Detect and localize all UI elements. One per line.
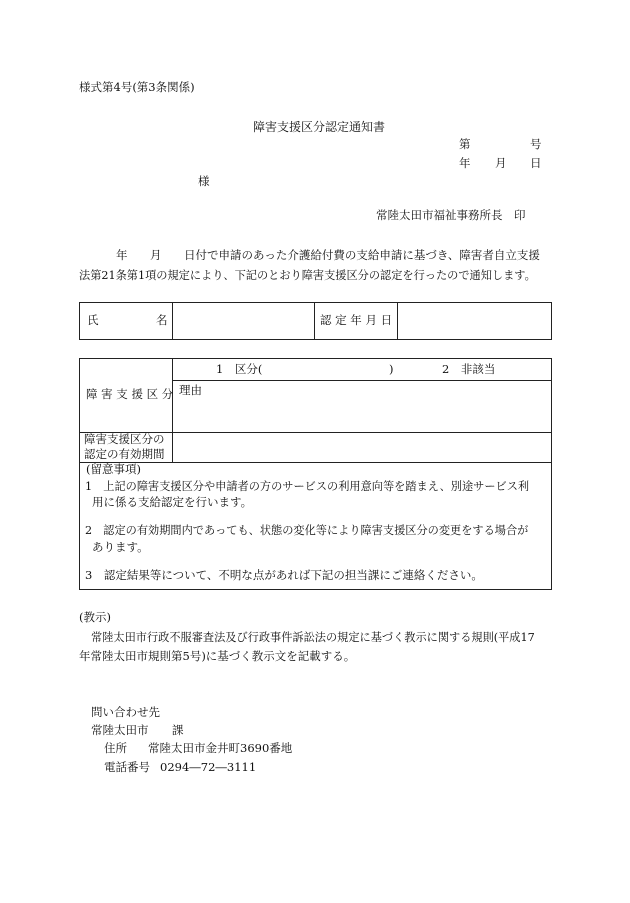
instruction-line1: 常陸太田市行政不服審査法及び行政事件訴訟法の規定に基づく教示に関する規則(平成17 (91, 631, 535, 644)
document-title: 障害支援区分認定通知書 (253, 120, 386, 134)
intro-text-line2: 法第21条第1項の規定により、下記のとおり障害支援区分の認定を行ったので通知します。 (79, 269, 536, 282)
date-day: 日 (530, 156, 542, 170)
option-not-applicable: 2 非該当 (442, 362, 496, 376)
intro-year: 年 (116, 248, 128, 262)
reason-label: 理由 (179, 383, 202, 397)
validity-label-line2: 認定の有効期間 (84, 447, 165, 461)
option-category: 1 区分( (216, 362, 263, 376)
note-3: 3 認定結果等について、不明な点があれば下記の担当課にご連絡ください。 (85, 568, 483, 582)
note-2-line2: あります。 (92, 540, 149, 554)
contact-phone-label: 電話番号 (104, 760, 150, 774)
notes-heading: (留意事項) (86, 462, 141, 476)
option-category-close: ) (389, 362, 394, 376)
intro-month: 月 (150, 248, 162, 262)
contact-heading: 問い合わせ先 (91, 705, 160, 719)
doc-number-suffix: 号 (530, 137, 542, 151)
form-number: 様式第4号(第3条関係) (79, 80, 195, 94)
date-year: 年 (459, 156, 471, 170)
note-1-line1: 1 上記の障害支援区分や申請者の方のサービスの利用意向等を踏まえ、別途サービス利 (85, 480, 530, 493)
instruction-line2: 年常陸太田市規則第5号)に基づく教示文を記載する。 (79, 649, 356, 663)
name-label: 氏 名 (87, 313, 168, 327)
note-2-line1: 2 認定の有効期間内であっても、状態の変化等により障害支援区分の変更をする場合が (85, 524, 529, 537)
contact-dept-city: 常陸太田市 (91, 723, 149, 737)
date-month: 月 (495, 156, 507, 170)
category-label: 障 害 支 援 区 分 (86, 387, 174, 401)
contact-address-label: 住所 (104, 741, 127, 755)
addressee-suffix: 様 (198, 174, 210, 188)
doc-number-prefix: 第 (459, 137, 471, 151)
certification-date-label: 認 定 年 月 日 (320, 313, 393, 327)
note-1-line2: 用に係る支給認定を行います。 (92, 495, 253, 509)
intro-text-line1: 日付で申請のあった介護給付費の支給申請に基づき、障害者自立支援 (184, 248, 540, 262)
validity-label-line1: 障害支援区分の (84, 432, 165, 446)
contact-phone: 0294―72―3111 (160, 760, 257, 774)
instruction-heading: (教示) (79, 610, 111, 624)
contact-dept-suffix: 課 (172, 723, 184, 737)
issuer: 常陸太田市福祉事務所長 印 (376, 208, 526, 222)
contact-address: 常陸太田市金井町3690番地 (148, 741, 293, 755)
